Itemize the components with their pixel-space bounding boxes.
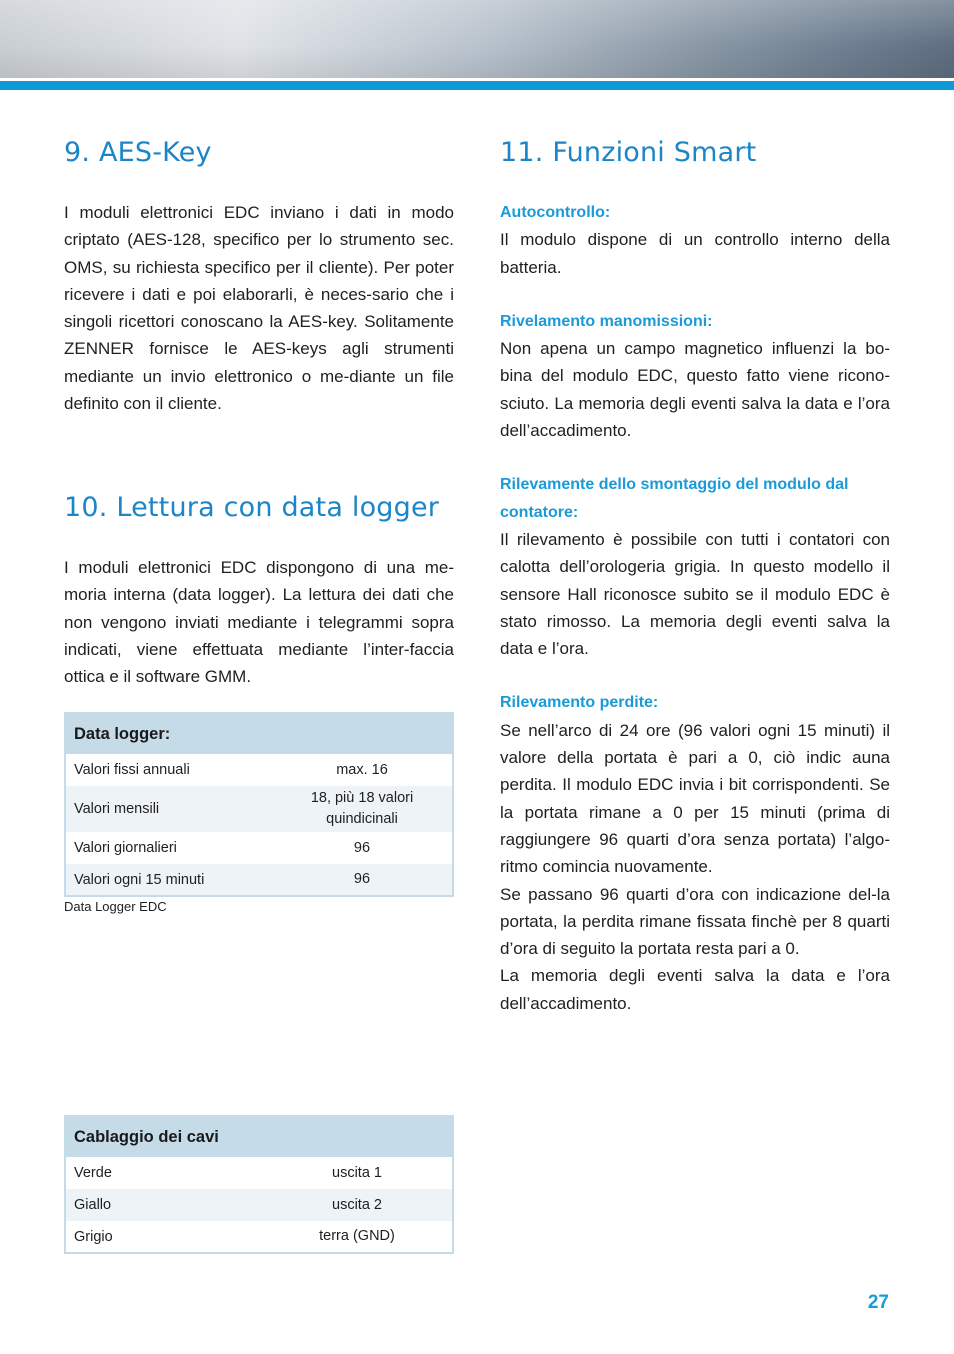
smart-item-removal-detection [500, 471, 890, 662]
table-row [65, 1189, 453, 1221]
table-cell-value: 18, più 18 valori quindicinali [272, 786, 453, 832]
table-cell-value: uscita 1 [262, 1157, 453, 1189]
table-cell-value: terra (GND) [262, 1221, 453, 1253]
tamper-detection-paragraph: Non apena un campo magnetico influenzi la bo-bina del modulo EDC, questo fatto viene ricono-sciuto. La memoria degli eventi salva la data e l’ora dell’accadimento. [500, 339, 890, 441]
table-cell-label: Valori mensili [65, 786, 272, 832]
table-cell-value: max. 16 [272, 754, 453, 786]
table-row [65, 786, 453, 832]
section-data-logger [64, 492, 454, 690]
subheading-removal-detection: Rilevamente dello smontaggio del modulo dal contatore: [500, 476, 849, 521]
heading-smart-functions: 11. Funzioni Smart [500, 137, 757, 168]
subheading-tamper-detection: Rivelamento manomissioni: [500, 312, 713, 330]
table-cell-value: 96 [272, 864, 453, 896]
header-accent-bar [0, 81, 954, 90]
header-banner [0, 0, 954, 78]
table-cell-label: Giallo [65, 1189, 262, 1221]
data-logger-table-header: Data logger: [65, 713, 453, 754]
cable-wiring-table-header: Cablaggio dei cavi [65, 1116, 453, 1157]
subheading-leak-detection: Rilevamento perdite: [500, 694, 659, 712]
leak-detection-paragraph-3: La memoria degli eventi salva la data e l’ora dell’accadimento. [500, 966, 890, 1013]
leak-detection-paragraph-2: Se passano 96 quarti d’ora con indicazione del-la portata, la perdita rimane fissata finchè per 8 quarti d’ora di seguito la portata resta pari a 0. [500, 884, 890, 959]
heading-aes-key: 9. AES-Key [64, 137, 212, 168]
table-cell-label: Grigio [65, 1221, 262, 1253]
table-cell-label: Valori ogni 15 minuti [65, 864, 272, 896]
table-cell-label: Valori fissi annuali [65, 754, 272, 786]
data-logger-table [64, 712, 454, 897]
table-cell-value: uscita 2 [262, 1189, 453, 1221]
heading-data-logger: 10. Lettura con data logger [64, 492, 440, 523]
table-row [65, 1157, 453, 1189]
table-cell-label: Valori giornalieri [65, 832, 272, 864]
smart-item-tamper-detection [500, 308, 890, 444]
smart-item-self-check [500, 199, 890, 281]
table-row [65, 754, 453, 786]
smart-item-leak-detection [500, 689, 890, 1017]
data-logger-paragraph: I moduli elettronici EDC dispongono di una me-moria interna (data logger). La lettura dei dati che non vengono inviati mediante i telegrammi sopra indicati, viene effettuata mediante l’inter-faccia ottica e il software GMM. [64, 558, 454, 687]
table-cell-value: 96 [272, 832, 453, 864]
table-cell-label: Verde [65, 1157, 262, 1189]
table-row [65, 864, 453, 896]
page-number: 27 [867, 1292, 889, 1313]
table-row [65, 1221, 453, 1253]
table-row [65, 832, 453, 864]
leak-detection-paragraph: Se nell’arco di 24 ore (96 valori ogni 15 minuti) il valore della portata è pari a 0, ciò indic auna perdita. Il modulo EDC invia i bit corrispondenti. Se la portata rimane a 0 per 15 minuti (prima di raggiungere 96 quarti d’ora senza portata) l’algo-ritmo comincia nuovamente. [500, 720, 890, 877]
section-smart-functions [500, 137, 890, 1017]
removal-detection-paragraph: Il rilevamento è possibile con tutti i contatori con calotta dell’orologeria grigia. In questo modello il sensore Hall riconosce subito se il modulo EDC è stato rimosso. La memoria degli eventi salva la data e l’ora. [500, 529, 890, 659]
data-logger-table-caption: Data Logger EDC [64, 899, 167, 914]
aes-key-paragraph: I moduli elettronici EDC inviano i dati in modo criptato (AES-128, specifico per lo strumento sec. OMS, su richiesta specifico per il cliente). Per poter ricevere i dati e poi elaborarli, è neces-sario che i singoli ricettori conoscano la AES-key. Solitamente ZENNER fornisce le AES-keys agli strumenti mediante un invio elettronico o me-diante un file definito con il cliente. [64, 203, 454, 414]
cable-wiring-table [64, 1115, 454, 1254]
self-check-paragraph: Il modulo dispone di un controllo interno della batteria. [500, 230, 890, 277]
section-aes-key [64, 137, 454, 417]
subheading-self-check: Autocontrollo: [500, 204, 611, 221]
